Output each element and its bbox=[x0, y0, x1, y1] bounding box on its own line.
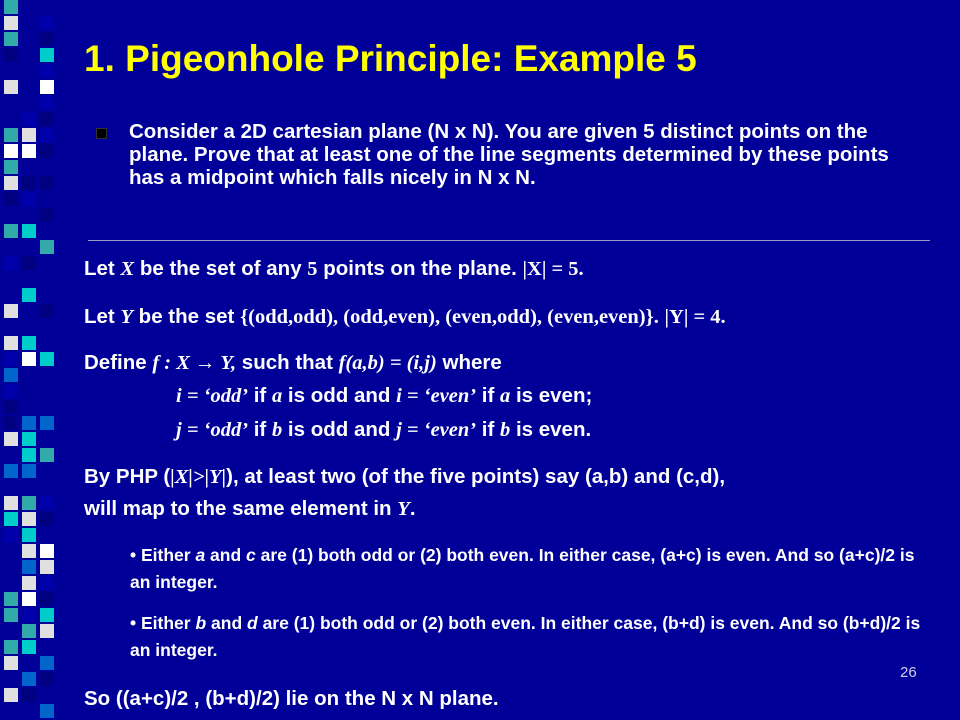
decorative-square bbox=[22, 496, 36, 510]
decorative-square bbox=[4, 432, 18, 446]
decorative-square bbox=[40, 208, 54, 222]
decorative-square bbox=[40, 16, 54, 30]
decorative-square bbox=[4, 0, 18, 14]
decorative-square bbox=[40, 512, 54, 526]
page-number: 26 bbox=[900, 664, 917, 681]
sub-bullet-bd bbox=[130, 610, 930, 664]
decorative-square bbox=[4, 416, 18, 430]
line-define-i bbox=[176, 384, 592, 408]
decorative-square bbox=[4, 656, 18, 670]
decorative-square bbox=[22, 128, 36, 142]
decorative-square bbox=[4, 80, 18, 94]
text: if bbox=[476, 418, 501, 441]
decorative-square bbox=[22, 576, 36, 590]
decorative-square bbox=[22, 544, 36, 558]
decorative-square bbox=[4, 496, 18, 510]
text: Define bbox=[84, 351, 153, 374]
decorative-square bbox=[40, 352, 54, 366]
decorative-square bbox=[4, 464, 18, 478]
decorative-square bbox=[22, 336, 36, 350]
text: if bbox=[248, 384, 272, 407]
decorative-square bbox=[4, 160, 18, 174]
intro-text: Consider a 2D cartesian plane (N x N). You are given 5 distinct points on the plane. Prove that at least one of the line segments determined by these points has a midpoint which falls nicely in N x N. bbox=[129, 120, 889, 189]
decorative-square bbox=[22, 688, 36, 702]
decorative-square bbox=[22, 608, 36, 622]
decorative-square bbox=[40, 112, 54, 126]
decorative-square bbox=[4, 592, 18, 606]
math-expr: |Y| = 4. bbox=[664, 306, 726, 328]
var: a bbox=[195, 545, 206, 565]
decorative-square bbox=[4, 400, 18, 414]
math-expr: |X| = 5. bbox=[522, 258, 584, 280]
intro-bullet bbox=[96, 120, 926, 189]
decorative-square bbox=[22, 352, 36, 366]
math-expr: i = ‘odd’ bbox=[176, 385, 249, 407]
decorative-square bbox=[40, 48, 54, 62]
text: points on the plane. bbox=[317, 257, 523, 280]
decorative-square bbox=[22, 176, 36, 190]
decorative-square bbox=[40, 624, 54, 638]
decorative-square bbox=[40, 496, 54, 510]
decorative-square bbox=[40, 96, 54, 110]
text: is even; bbox=[510, 384, 593, 407]
decorative-square bbox=[40, 128, 54, 142]
math-expr: i = ‘even’ bbox=[396, 385, 477, 407]
decorative-square bbox=[4, 256, 18, 270]
decorative-square bbox=[4, 640, 18, 654]
text: are (1) both odd or (2) both even. In either case, (b+d) is even. And so (b+d)/2 is an integer. bbox=[130, 613, 921, 660]
decorative-square bbox=[4, 384, 18, 398]
decorative-square bbox=[22, 624, 36, 638]
conclusion: So ((a+c)/2 , (b+d)/2) lie on the N x N plane. bbox=[84, 687, 499, 710]
decorative-square bbox=[4, 608, 18, 622]
math-var: a bbox=[500, 385, 511, 407]
text: if bbox=[476, 384, 501, 407]
decorative-square bbox=[40, 80, 54, 94]
text: such that bbox=[236, 351, 339, 374]
math-var: X bbox=[120, 258, 135, 280]
math-expr: j = ‘even’ bbox=[396, 419, 477, 441]
text: • Either bbox=[130, 613, 196, 633]
decorative-square bbox=[22, 192, 36, 206]
text: is even. bbox=[510, 418, 592, 441]
math-expr: |X|>|Y| bbox=[170, 466, 227, 488]
line-set-x bbox=[84, 256, 944, 282]
decorative-square bbox=[4, 144, 18, 158]
decorative-square bbox=[22, 448, 36, 462]
square-bullet-icon bbox=[96, 128, 107, 139]
decorative-square bbox=[22, 528, 36, 542]
decorative-square bbox=[40, 608, 54, 622]
decorative-square bbox=[40, 576, 54, 590]
decorative-square bbox=[4, 176, 18, 190]
decorative-square bbox=[40, 176, 54, 190]
decorative-square bbox=[40, 144, 54, 158]
math-function: f : X → Y, bbox=[152, 352, 237, 374]
line-set-y bbox=[84, 304, 944, 330]
math-num: 5 bbox=[307, 258, 318, 280]
math-var: b bbox=[500, 419, 511, 441]
decorative-square bbox=[40, 672, 54, 686]
slide-title: 1. Pigeonhole Principle: Example 5 bbox=[84, 38, 697, 79]
decorative-square bbox=[4, 336, 18, 350]
decorative-square bbox=[4, 368, 18, 382]
decorative-square bbox=[22, 432, 36, 446]
decorative-square bbox=[22, 144, 36, 158]
decorative-square bbox=[22, 592, 36, 606]
decorative-square bbox=[40, 240, 54, 254]
divider bbox=[88, 240, 930, 241]
sub-bullet-ac bbox=[130, 542, 930, 596]
line-same-element bbox=[84, 496, 944, 522]
math-var: a bbox=[271, 385, 283, 407]
decorative-square bbox=[4, 528, 18, 542]
var: b bbox=[195, 613, 207, 633]
decorative-square bbox=[40, 560, 54, 574]
text: are (1) both odd or (2) both even. In either case, (a+c) is even. And so (a+c)/2 is an integer. bbox=[130, 545, 915, 592]
math-var: Y bbox=[397, 498, 410, 520]
line-php bbox=[84, 464, 944, 490]
decorative-square bbox=[40, 656, 54, 670]
decorative-square bbox=[22, 416, 36, 430]
text: be the set of any bbox=[134, 257, 308, 280]
decorative-square bbox=[4, 512, 18, 526]
decorative-square bbox=[4, 688, 18, 702]
text: . bbox=[409, 497, 416, 520]
text: and bbox=[205, 545, 247, 565]
math-expr: j = ‘odd’ bbox=[176, 419, 249, 441]
math-var: b bbox=[271, 419, 283, 441]
decorative-square bbox=[40, 304, 54, 318]
decorative-square bbox=[22, 640, 36, 654]
text: be the set bbox=[132, 305, 241, 328]
decorative-square bbox=[22, 672, 36, 686]
text: if bbox=[248, 418, 272, 441]
math-expr: f(a,b) = (i,j) bbox=[338, 352, 437, 374]
line-define-f bbox=[84, 350, 944, 376]
math-var: Y bbox=[120, 306, 133, 328]
decorative-square bbox=[22, 512, 36, 526]
text: By PHP ( bbox=[84, 465, 171, 488]
decorative-square bbox=[40, 544, 54, 558]
decorative-square bbox=[40, 448, 54, 462]
decorative-square bbox=[4, 32, 18, 46]
decorative-square bbox=[4, 128, 18, 142]
text: where bbox=[436, 351, 502, 374]
text: ), at least two (of the five points) say (a,b) and (c,d), bbox=[226, 465, 726, 488]
decorative-square bbox=[22, 288, 36, 302]
text: will map to the same element in bbox=[84, 497, 398, 520]
decorative-square bbox=[22, 256, 36, 270]
math-set: {(odd,odd), (odd,even), (even,odd), (even,even)}. bbox=[240, 306, 659, 328]
decorative-square bbox=[4, 304, 18, 318]
text: is odd and bbox=[282, 384, 397, 407]
decorative-square bbox=[40, 416, 54, 430]
decorative-square bbox=[4, 224, 18, 238]
decorative-square bbox=[4, 48, 18, 62]
decorative-square bbox=[22, 224, 36, 238]
decorative-square bbox=[4, 352, 18, 366]
line-define-j bbox=[176, 418, 591, 442]
text: and bbox=[206, 613, 247, 633]
text: is odd and bbox=[282, 418, 397, 441]
decorative-square bbox=[4, 192, 18, 206]
decorative-side-bar bbox=[0, 0, 62, 720]
text: Let bbox=[84, 257, 121, 280]
decorative-square bbox=[40, 64, 54, 78]
decorative-square bbox=[40, 704, 54, 718]
decorative-square bbox=[4, 16, 18, 30]
decorative-square bbox=[40, 592, 54, 606]
decorative-square bbox=[22, 112, 36, 126]
decorative-square bbox=[40, 32, 54, 46]
var: c bbox=[246, 545, 256, 565]
text: • Either bbox=[130, 545, 196, 565]
decorative-square bbox=[22, 560, 36, 574]
var: d bbox=[247, 613, 258, 633]
decorative-square bbox=[22, 464, 36, 478]
text: Let bbox=[84, 305, 121, 328]
